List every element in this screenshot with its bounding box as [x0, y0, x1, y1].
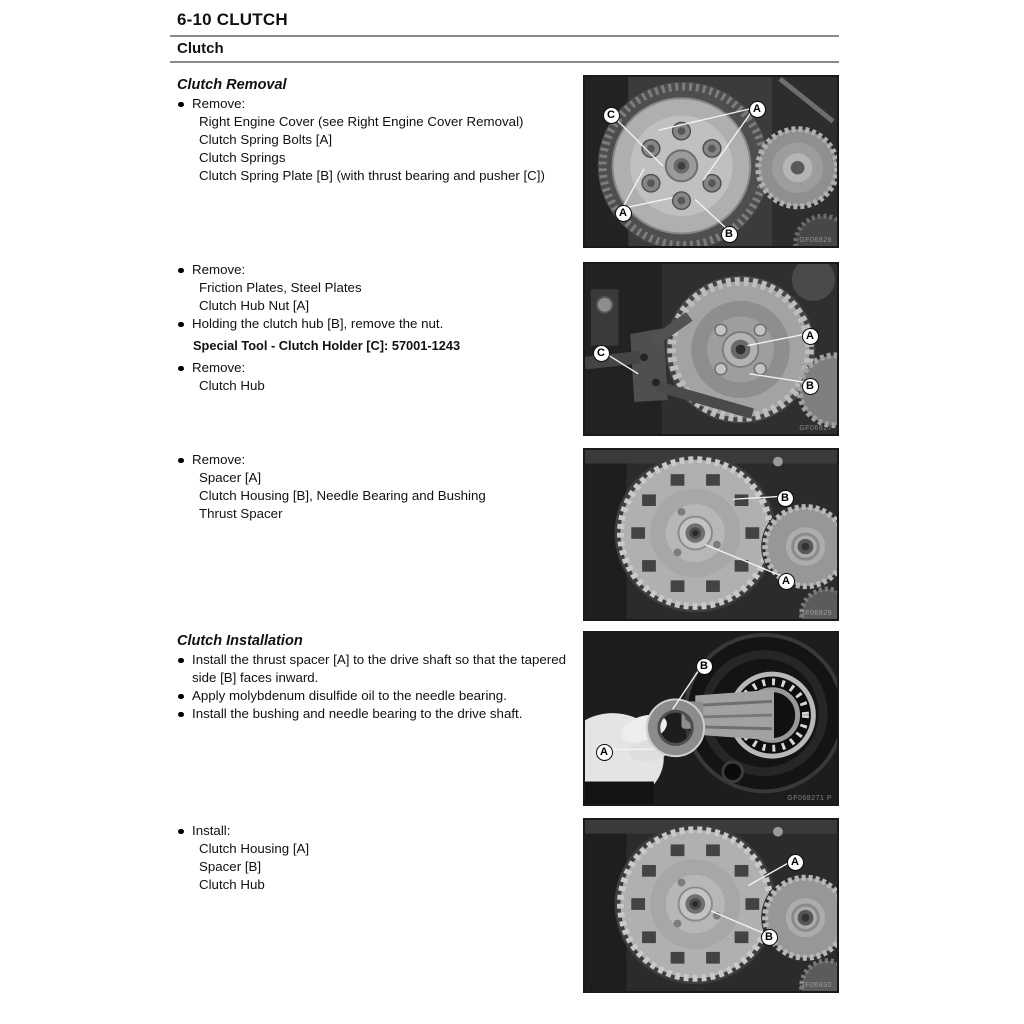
text-line-bullet: Holding the clutch hub [B], remove the nut. — [177, 315, 576, 333]
procedure-list — [177, 451, 576, 523]
subsection-heading-clutch-removal: Clutch Removal — [177, 77, 287, 93]
figure-clutch-holder-tool — [583, 262, 839, 436]
subsection-heading-clutch-installation: Clutch Installation — [177, 633, 303, 649]
text-line-bullet: Remove: — [177, 359, 576, 377]
callout-b: B — [777, 490, 794, 507]
procedure-list — [177, 95, 576, 185]
callout-b: B — [696, 658, 713, 675]
callout-a: A — [778, 573, 795, 590]
figure-code: GF06829 — [799, 610, 832, 617]
text-line-item: Clutch Hub Nut [A] — [199, 298, 310, 313]
procedure-list — [177, 651, 576, 723]
text-line-item: Right Engine Cover (see Right Engine Cover Removal) — [199, 114, 524, 129]
divider — [170, 35, 839, 37]
callout-a: A — [802, 328, 819, 345]
text-line-bullet: Remove: — [177, 451, 576, 469]
callout-b: B — [761, 929, 778, 946]
section-title: Clutch — [177, 40, 224, 57]
text-line-bullet: Install the bushing and needle bearing to the drive shaft. — [177, 705, 576, 723]
text-line-item: Clutch Hub — [199, 877, 265, 892]
callout-a: A — [749, 101, 766, 118]
text-line-item: Clutch Springs — [199, 150, 286, 165]
callout-c: C — [593, 345, 610, 362]
clutch-installation-block — [177, 632, 576, 723]
figure-clutch-spring-plate — [583, 75, 839, 248]
text-line-item: Friction Plates, Steel Plates — [199, 280, 362, 295]
text-line-item: Thrust Spacer — [199, 506, 283, 521]
figure-code: GF068271 P — [787, 795, 832, 802]
text-line-bullet: Remove: — [177, 95, 576, 113]
procedure-list — [177, 261, 576, 395]
text-line-item: Clutch Spring Bolts [A] — [199, 132, 333, 147]
divider — [170, 61, 839, 63]
text-line-item: Clutch Housing [A] — [199, 841, 310, 856]
text-line-bullet: Remove: — [177, 261, 576, 279]
text-line-bullet: Install: — [177, 822, 576, 840]
figure-clutch-housing-install — [583, 818, 839, 993]
text-line-item: Clutch Hub — [199, 378, 265, 393]
callout-a: A — [787, 854, 804, 871]
callout-c: C — [603, 107, 620, 124]
text-line-item: Spacer [B] — [199, 859, 262, 874]
callout-b: B — [802, 378, 819, 395]
callout-a: A — [596, 744, 613, 761]
callout-a: A — [615, 205, 632, 222]
figure-thrust-spacer-install — [583, 631, 839, 806]
figure-code: GF06827 — [799, 425, 832, 432]
hub-removal-block — [177, 261, 576, 395]
text-line-item: Clutch Spring Plate [B] (with thrust bearing and pusher [C]) — [199, 168, 545, 183]
procedure-list — [177, 822, 576, 894]
text-line-item: Clutch Housing [B], Needle Bearing and Bushing — [199, 488, 486, 503]
housing-removal-block — [177, 451, 576, 523]
text-line-item: Spacer [A] — [199, 470, 262, 485]
figure-clutch-housing-removal — [583, 448, 839, 621]
install-housing-block — [177, 822, 576, 894]
chapter-title: 6-10 CLUTCH — [177, 10, 288, 29]
clutch-removal-block — [177, 76, 576, 185]
callout-b: B — [721, 226, 738, 243]
text-line-bullet: Apply molybdenum disulfide oil to the needle bearing. — [177, 687, 576, 705]
figure-code: GF06830 — [799, 982, 832, 989]
figure-code: GF06826 — [799, 237, 832, 244]
text-line-bullet: Install the thrust spacer [A] to the drive shaft so that the tapered side [B] faces inward. — [177, 651, 576, 687]
text-line-tool: Special Tool - Clutch Holder [C]: 57001-1243 — [193, 338, 461, 353]
